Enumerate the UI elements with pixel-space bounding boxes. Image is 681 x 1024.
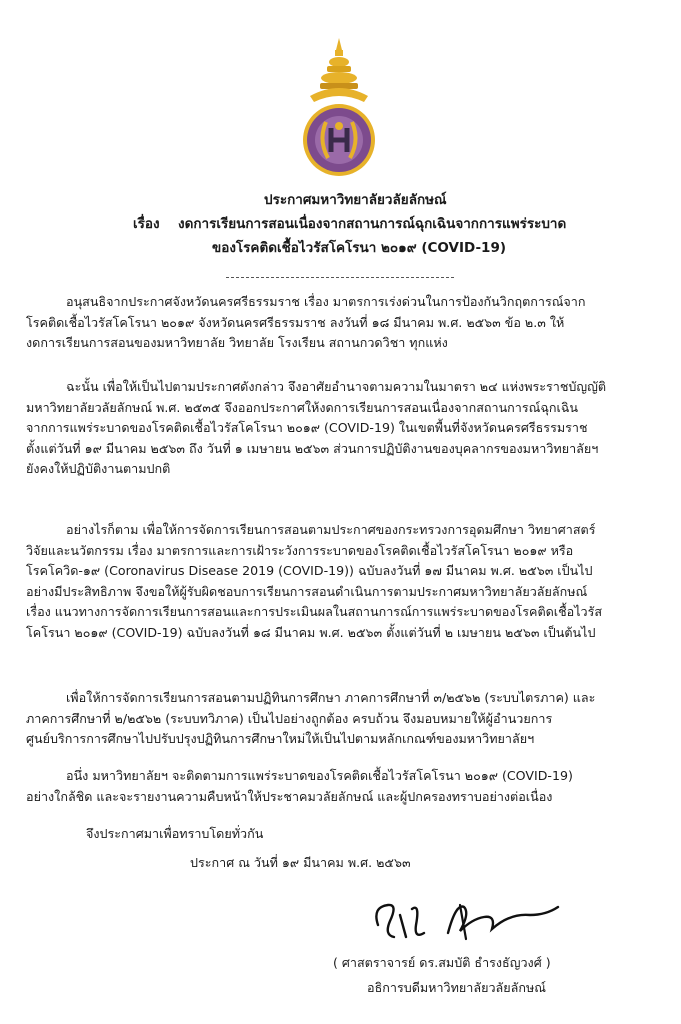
paragraph-4 (26, 688, 596, 750)
header-divider (226, 277, 454, 278)
paragraph-line: อย่างไรก็ตาม เพื่อให้การจัดการเรียนการสอนตามประกาศของกระทรวงการอุดมศึกษา วิทยาศาสตร์ (66, 522, 596, 537)
paragraph-line: โรคโควิด-๑๙ (Coronavirus Disease 2019 (COVID-19)) ฉบับลงวันที่ ๑๗ มีนาคม พ.ศ. ๒๕๖๓ เป็นไป (26, 563, 593, 578)
announcement-title: ประกาศมหาวิทยาลัยวลัยลักษณ์ (264, 192, 447, 208)
paragraph-line: อนุสนธิจากประกาศจังหวัดนครศรีธรรมราช เรื่อง มาตรการเร่งด่วนในการป้องกันวิกฤตการณ์จาก (66, 294, 586, 309)
paragraph-5 (26, 766, 573, 807)
paragraph-line: อย่างใกล้ชิด และจะรายงานความคืบหน้าให้ประชาคมวลัยลักษณ์ และผู้ปกครองทราบอย่างต่อเนื่อง (26, 788, 553, 804)
university-seal-icon (300, 36, 378, 182)
subject-line-1: งดการเรียนการสอนเนื่องจากสถานการณ์ฉุกเฉินจากการแพร่ระบาด (178, 216, 567, 232)
paragraph-line: มหาวิทยาลัยวลัยลักษณ์ พ.ศ. ๒๕๓๕ จึงออกประกาศให้งดการเรียนการสอนเนื่องจากสถานการณ์ฉุกเฉิน (26, 399, 579, 415)
subject-line-2: ของโรคติดเชื้อไวรัสโคโรนา ๒๐๑๙ (COVID-19) (212, 240, 507, 256)
paragraph-line: ยังคงให้ปฏิบัติงานตามปกติ (26, 461, 171, 476)
paragraph-line: จากการแพร่ระบาดของโรคติดเชื้อไวรัสโคโรนา ๒๐๑๙ (COVID-19) ในเขตพื้นที่จังหวัดนครศรีธรรมราช (26, 420, 588, 435)
paragraph-line: งดการเรียนการสอนของมหาวิทยาลัย วิทยาลัย โรงเรียน สถานกวดวิชา ทุกแห่ง (26, 335, 448, 350)
paragraph-line: อนึ่ง มหาวิทยาลัยฯ จะติดตามการแพร่ระบาดของโรคติดเชื้อไวรัสโคโรนา ๒๐๑๙ (COVID-19) (66, 768, 573, 783)
paragraph-line: โคโรนา ๒๐๑๙ (COVID-19) ฉบับลงวันที่ ๑๘ มีนาคม พ.ศ. ๒๕๖๓ ตั้งแต่วันที่ ๒ เมษายน ๒๕๖๓ เป็นต้นไป (26, 624, 596, 640)
announcement-date: ประกาศ ณ วันที่ ๑๙ มีนาคม พ.ศ. ๒๕๖๓ (190, 855, 411, 870)
paragraph-line: ภาคการศึกษาที่ ๒/๒๕๖๒ (ระบบทวิภาค) เป็นไปอย่างถูกต้อง ครบถ้วน จึงมอบหมายให้ผู้อำนวยการ (26, 710, 553, 726)
paragraph-line: อย่างมีประสิทธิภาพ จึงขอให้ผู้รับผิดชอบการเรียนการสอนดำเนินการตามประกาศมหาวิทยาลัยวลัยลักษณ์ (26, 583, 588, 599)
paragraph-line: เพื่อให้การจัดการเรียนการสอนตามปฏิทินการศึกษา ภาคการศึกษาที่ ๓/๒๕๖๒ (ระบบไตรภาค) และ (66, 690, 596, 705)
signature-icon (360, 895, 570, 947)
paragraph-2 (26, 377, 607, 480)
paragraph-line: ตั้งแต่วันที่ ๑๙ มีนาคม ๒๕๖๓ ถึง วันที่ ๑ เมษายน ๒๕๖๓ ส่วนการปฏิบัติงานของบุคลากรของมหาวิทยาลัยฯ (26, 440, 599, 456)
paragraph-line: วิจัยและนวัตกรรม เรื่อง มาตรการและการเฝ้าระวังการระบาดของโรคติดเชื้อไวรัสโคโรนา ๒๐๑๙ หรือ (26, 542, 574, 558)
paragraph-line: ฉะนั้น เพื่อให้เป็นไปตามประกาศดังกล่าว จึงอาศัยอำนาจตามความในมาตรา ๒๔ แห่งพระราชบัญญัติ (66, 379, 607, 394)
signer-position: อธิการบดีมหาวิทยาลัยวลัยลักษณ์ (367, 980, 546, 995)
paragraph-line: ศูนย์บริการการศึกษาไปปรับปรุงปฏิทินการศึกษาใหม่ให้เป็นไปตามหลักเกณฑ์ของมหาวิทยาลัยฯ (26, 731, 535, 746)
paragraph-3 (26, 520, 603, 643)
signer-name: ( ศาสตราจารย์ ดร.สมบัติ ธำรงธัญวงศ์ ) (333, 955, 551, 970)
paragraph-1 (26, 292, 586, 354)
subject-label: เรื่อง (133, 216, 160, 232)
paragraph-line: เรื่อง แนวทางการจัดการเรียนการสอนและการประเมินผลในสถานการณ์การแพร่ระบาดของโรคติดเชื้อไวรัส (26, 604, 603, 619)
paragraph-line: โรคติดเชื้อไวรัสโคโรนา ๒๐๑๙ จังหวัดนครศรีธรรมราช ลงวันที่ ๑๘ มีนาคม พ.ศ. ๒๕๖๓ ข้อ ๒.๓ ให้ (26, 314, 565, 330)
closing-statement: จึงประกาศมาเพื่อทราบโดยทั่วกัน (86, 826, 264, 841)
